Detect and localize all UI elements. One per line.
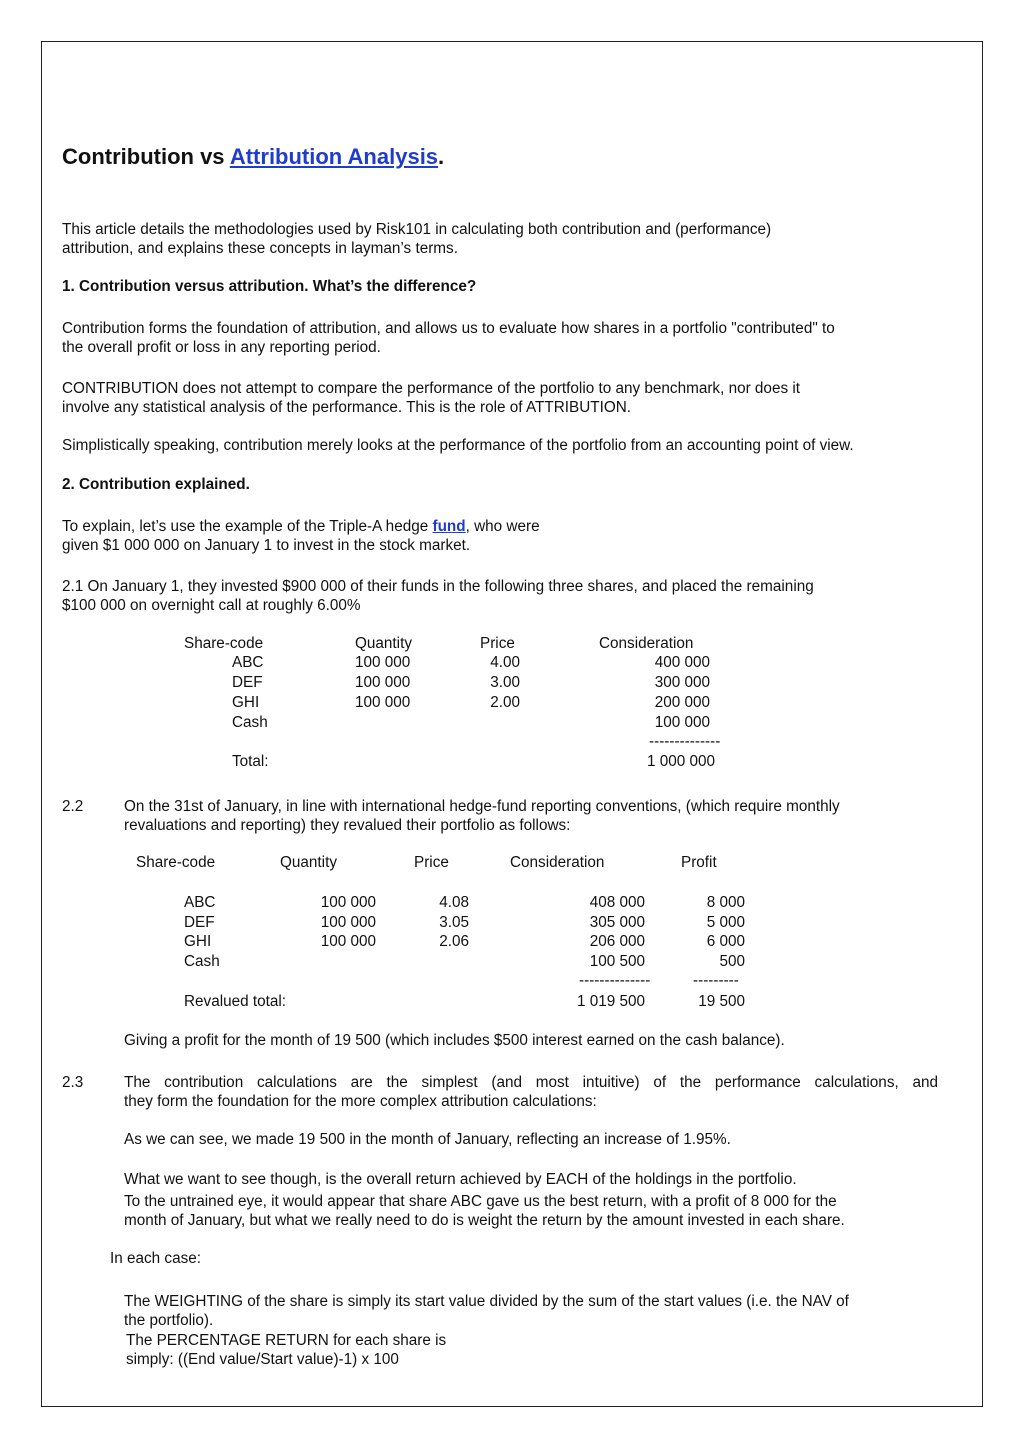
- t2-row-qty: 100 000: [320, 914, 376, 931]
- s23-line-1: The contribution calculations are the simplest (and most intuitive) of the performance calculations, and: [124, 1074, 938, 1091]
- t2-total-profit: 19 500: [698, 993, 745, 1010]
- t1-row-price: 4.00: [490, 654, 520, 671]
- t1-row-consid: 200 000: [654, 694, 710, 711]
- t1-row-price: 2.00: [490, 694, 520, 711]
- t2-row-consid: 206 000: [589, 933, 645, 950]
- t2-rule-consid: --------------: [579, 972, 651, 989]
- section-1-heading: 1. Contribution versus attribution. What’s the difference?: [62, 278, 477, 295]
- s23-increase-sentence: As we can see, we made 19 500 in the month of January, reflecting an increase of 1.95%.: [124, 1131, 731, 1148]
- t1-header-price: Price: [480, 635, 515, 652]
- t2-row-code: GHI: [184, 933, 212, 950]
- sec1-p1-line-1: Contribution forms the foundation of attribution, and allows us to evaluate how shares in a portfolio "contributed" to: [62, 320, 835, 337]
- intro-line-2: attribution, and explains these concepts in layman’s terms.: [62, 240, 458, 257]
- t1-row-code: ABC: [232, 654, 264, 671]
- t1-row-code: DEF: [232, 674, 263, 691]
- sec2-p1-line-2: given $1 000 000 on January 1 to invest in the stock market.: [62, 537, 471, 554]
- sec1-p3: Simplistically speaking, contribution merely looks at the performance of the portfolio from an accounting point of view.: [62, 437, 854, 454]
- t1-row-consid: 100 000: [654, 714, 710, 731]
- s23-want-sentence: What we want to see though, is the overall return achieved by EACH of the holdings in the portfolio.: [124, 1171, 797, 1188]
- s22-number: 2.2: [62, 798, 84, 815]
- t1-header-consid: Consideration: [599, 635, 694, 652]
- sec1-p2-line-1: CONTRIBUTION does not attempt to compare the performance of the portfolio to any benchmark, nor does it: [62, 380, 800, 397]
- t2-row-profit: 6 000: [706, 933, 745, 950]
- t1-total-value: 1 000 000: [646, 753, 715, 770]
- t1-row-qty: 100 000: [355, 674, 411, 691]
- t2-header-consid: Consideration: [510, 854, 605, 871]
- sec1-p2-line-2: involve any statistical analysis of the performance. This is the role of ATTRIBUTION.: [62, 399, 632, 416]
- t1-row-consid: 400 000: [654, 654, 710, 671]
- s23-untrained-line-2: month of January, but what we really need to do is weight the return by the amount invested in each share.: [124, 1212, 845, 1229]
- t2-row-code: Cash: [184, 953, 220, 970]
- s23-weighting-line-1: The WEIGHTING of the share is simply its start value divided by the sum of the start values (i.e. the NAV of: [124, 1293, 849, 1310]
- t2-row-price: 4.08: [439, 894, 469, 911]
- s23-each-case: In each case:: [110, 1250, 201, 1267]
- t2-row-profit: 8 000: [706, 894, 745, 911]
- t1-header-code: Share-code: [184, 635, 264, 652]
- t2-row-profit: 5 000: [706, 914, 745, 931]
- t1-rule: --------------: [649, 733, 721, 750]
- s23-pct-return-line-2: simply: ((End value/Start value)-1) x 100: [126, 1351, 399, 1368]
- t1-header-qty: Quantity: [355, 635, 412, 652]
- t2-row-code: DEF: [184, 914, 215, 931]
- t2-row-price: 3.05: [439, 914, 469, 931]
- t2-header-profit: Profit: [681, 854, 717, 871]
- t2-row-consid: 305 000: [589, 914, 645, 931]
- t2-row-profit: 500: [719, 953, 745, 970]
- sec2-1-line-2: $100 000 on overnight call at roughly 6.00%: [62, 597, 361, 614]
- t2-header-code: Share-code: [136, 854, 216, 871]
- sec1-p1-line-2: the overall profit or loss in any reporting period.: [62, 339, 381, 356]
- t2-total-consid: 1 019 500: [576, 993, 645, 1010]
- t2-row-price: 2.06: [439, 933, 469, 950]
- s23-number: 2.3: [62, 1074, 84, 1091]
- page-title: Contribution vs Attribution Analysis.: [62, 144, 445, 169]
- t1-row-qty: 100 000: [355, 694, 411, 711]
- s22-line-2: revaluations and reporting) they revalued their portfolio as follows:: [124, 817, 571, 834]
- intro-line-1: This article details the methodologies used by Risk101 in calculating both contribution and (performance): [62, 221, 772, 238]
- s23-weighting-line-2: the portfolio).: [124, 1312, 214, 1329]
- t2-row-code: ABC: [184, 894, 216, 911]
- s23-line-2: they form the foundation for the more complex attribution calculations:: [124, 1093, 597, 1110]
- section-2-heading: 2. Contribution explained.: [62, 476, 250, 493]
- s23-untrained-line-1: To the untrained eye, it would appear that share ABC gave us the best return, with a profit of 8 000 for the: [124, 1193, 837, 1210]
- s22-profit-sentence: Giving a profit for the month of 19 500 (which includes $500 interest earned on the cash balance).: [124, 1032, 785, 1049]
- t2-row-consid: 408 000: [589, 894, 645, 911]
- attribution-analysis-link[interactable]: Attribution Analysis: [229, 144, 439, 169]
- t2-header-qty: Quantity: [280, 854, 337, 871]
- t1-row-price: 3.00: [490, 674, 520, 691]
- t1-row-code: Cash: [232, 714, 268, 731]
- fund-link[interactable]: fund: [432, 518, 466, 535]
- sec2-p1-line-1: To explain, let’s use the example of the Triple-A hedge fund, who were: [62, 518, 540, 535]
- s22-line-1: On the 31st of January, in line with international hedge-fund reporting conventions, (which require monthly: [124, 798, 840, 815]
- t2-header-price: Price: [414, 854, 449, 871]
- t1-row-code: GHI: [232, 694, 260, 711]
- t1-row-consid: 300 000: [654, 674, 710, 691]
- sec2-1-line-1: 2.1 On January 1, they invested $900 000 of their funds in the following three shares, and placed the remaining: [62, 578, 814, 595]
- t1-total-label: Total:: [232, 753, 269, 770]
- t2-total-label: Revalued total:: [184, 993, 287, 1010]
- t2-row-qty: 100 000: [320, 894, 376, 911]
- t1-row-qty: 100 000: [355, 654, 411, 671]
- s23-pct-return-line-1: The PERCENTAGE RETURN for each share is: [126, 1332, 447, 1349]
- t2-rule-profit: ---------: [693, 972, 739, 989]
- t2-row-consid: 100 500: [589, 953, 645, 970]
- t2-row-qty: 100 000: [320, 933, 376, 950]
